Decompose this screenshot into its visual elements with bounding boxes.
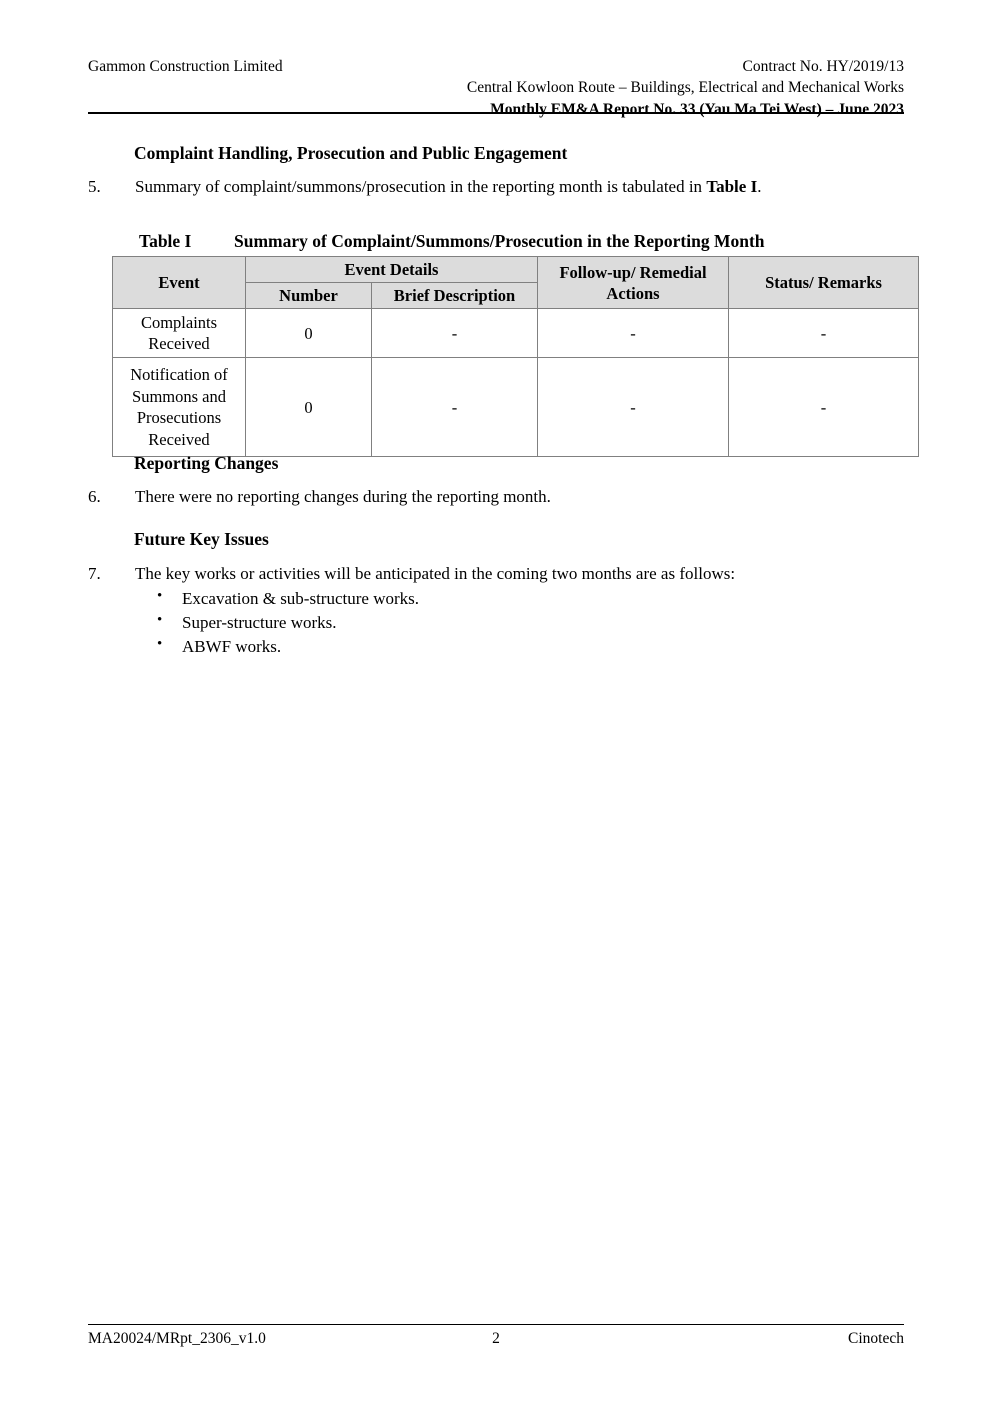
list-item: • Excavation & sub-structure works. [155, 587, 855, 611]
footer-consultant-name: Cinotech [848, 1330, 904, 1347]
th-number: Number [246, 283, 372, 309]
paragraph-5-text [135, 177, 904, 197]
paragraph-5-text-after: . [757, 177, 762, 196]
document-running-header [88, 56, 904, 120]
paragraph-6-text: There were no reporting changes during the reporting month. [135, 487, 551, 506]
paragraph-7-text: The key works or activities will be anticipated in the coming two months are as follows: [135, 564, 736, 583]
cell-brief-description: - [372, 309, 538, 358]
paragraph-7 [88, 564, 904, 584]
paragraph-6-number: 6. [88, 487, 101, 506]
table-caption-title: Summary of Complaint/Summons/Prosecution in the Reporting Month [234, 231, 765, 251]
cell-event: Notification of Summons and Prosecutions Received [113, 358, 246, 457]
document-running-footer [88, 1330, 904, 1348]
cell-brief-description: - [372, 358, 538, 457]
cell-event: Complaints Received [113, 309, 246, 358]
th-status-remarks: Status/ Remarks [729, 257, 919, 309]
paragraph-5-number: 5. [88, 177, 101, 196]
list-item: • Super-structure works. [155, 611, 855, 635]
summary-table-wrapper [112, 256, 918, 457]
footer-page-number: 2 [492, 1330, 500, 1347]
table-row [113, 358, 919, 457]
cell-status-remarks: - [729, 358, 919, 457]
th-event: Event [113, 257, 246, 309]
company-name: Gammon Construction Limited [88, 58, 283, 75]
cell-number: 0 [246, 358, 372, 457]
th-event-details: Event Details [246, 257, 538, 283]
paragraph-5-text-before: Summary of complaint/summons/prosecution in the reporting month is tabulated in [135, 177, 707, 196]
header-row-top [88, 56, 904, 77]
heading-future-key-issues: Future Key Issues [134, 529, 269, 549]
header-divider-rule [88, 112, 904, 114]
future-key-issues-list [155, 587, 855, 659]
th-brief-description: Brief Description [372, 283, 538, 309]
paragraph-5 [88, 177, 904, 197]
paragraph-5-table-ref: Table I [706, 177, 758, 196]
table-head [113, 257, 919, 309]
list-item: • ABWF works. [155, 635, 855, 659]
footer-document-reference: MA20024/MRpt_2306_v1.0 [88, 1330, 266, 1347]
table-body [113, 309, 919, 457]
complaint-summary-table [112, 256, 919, 457]
project-title-line: Central Kowloon Route – Buildings, Electrical and Mechanical Works [466, 79, 904, 97]
footer-divider-rule [88, 1324, 904, 1325]
th-follow-up: Follow-up/ Remedial Actions [538, 257, 729, 309]
heading-reporting-changes: Reporting Changes [134, 453, 279, 473]
table-row [113, 309, 919, 358]
cell-number: 0 [246, 309, 372, 358]
contract-number: Contract No. HY/2019/13 [742, 58, 904, 75]
paragraph-7-number: 7. [88, 564, 101, 583]
cell-follow-up: - [538, 358, 729, 457]
table-caption [139, 231, 765, 252]
cell-follow-up: - [538, 309, 729, 358]
paragraph-6 [88, 487, 904, 507]
cell-status-remarks: - [729, 309, 919, 358]
table-caption-label: Table I [139, 231, 192, 251]
report-title-line: Monthly EM&A Report No. 33 (Yau Ma Tei West) – June 2023 [490, 100, 904, 118]
heading-complaint-handling: Complaint Handling, Prosecution and Public Engagement [134, 143, 568, 163]
table-header-row-1 [113, 257, 919, 283]
